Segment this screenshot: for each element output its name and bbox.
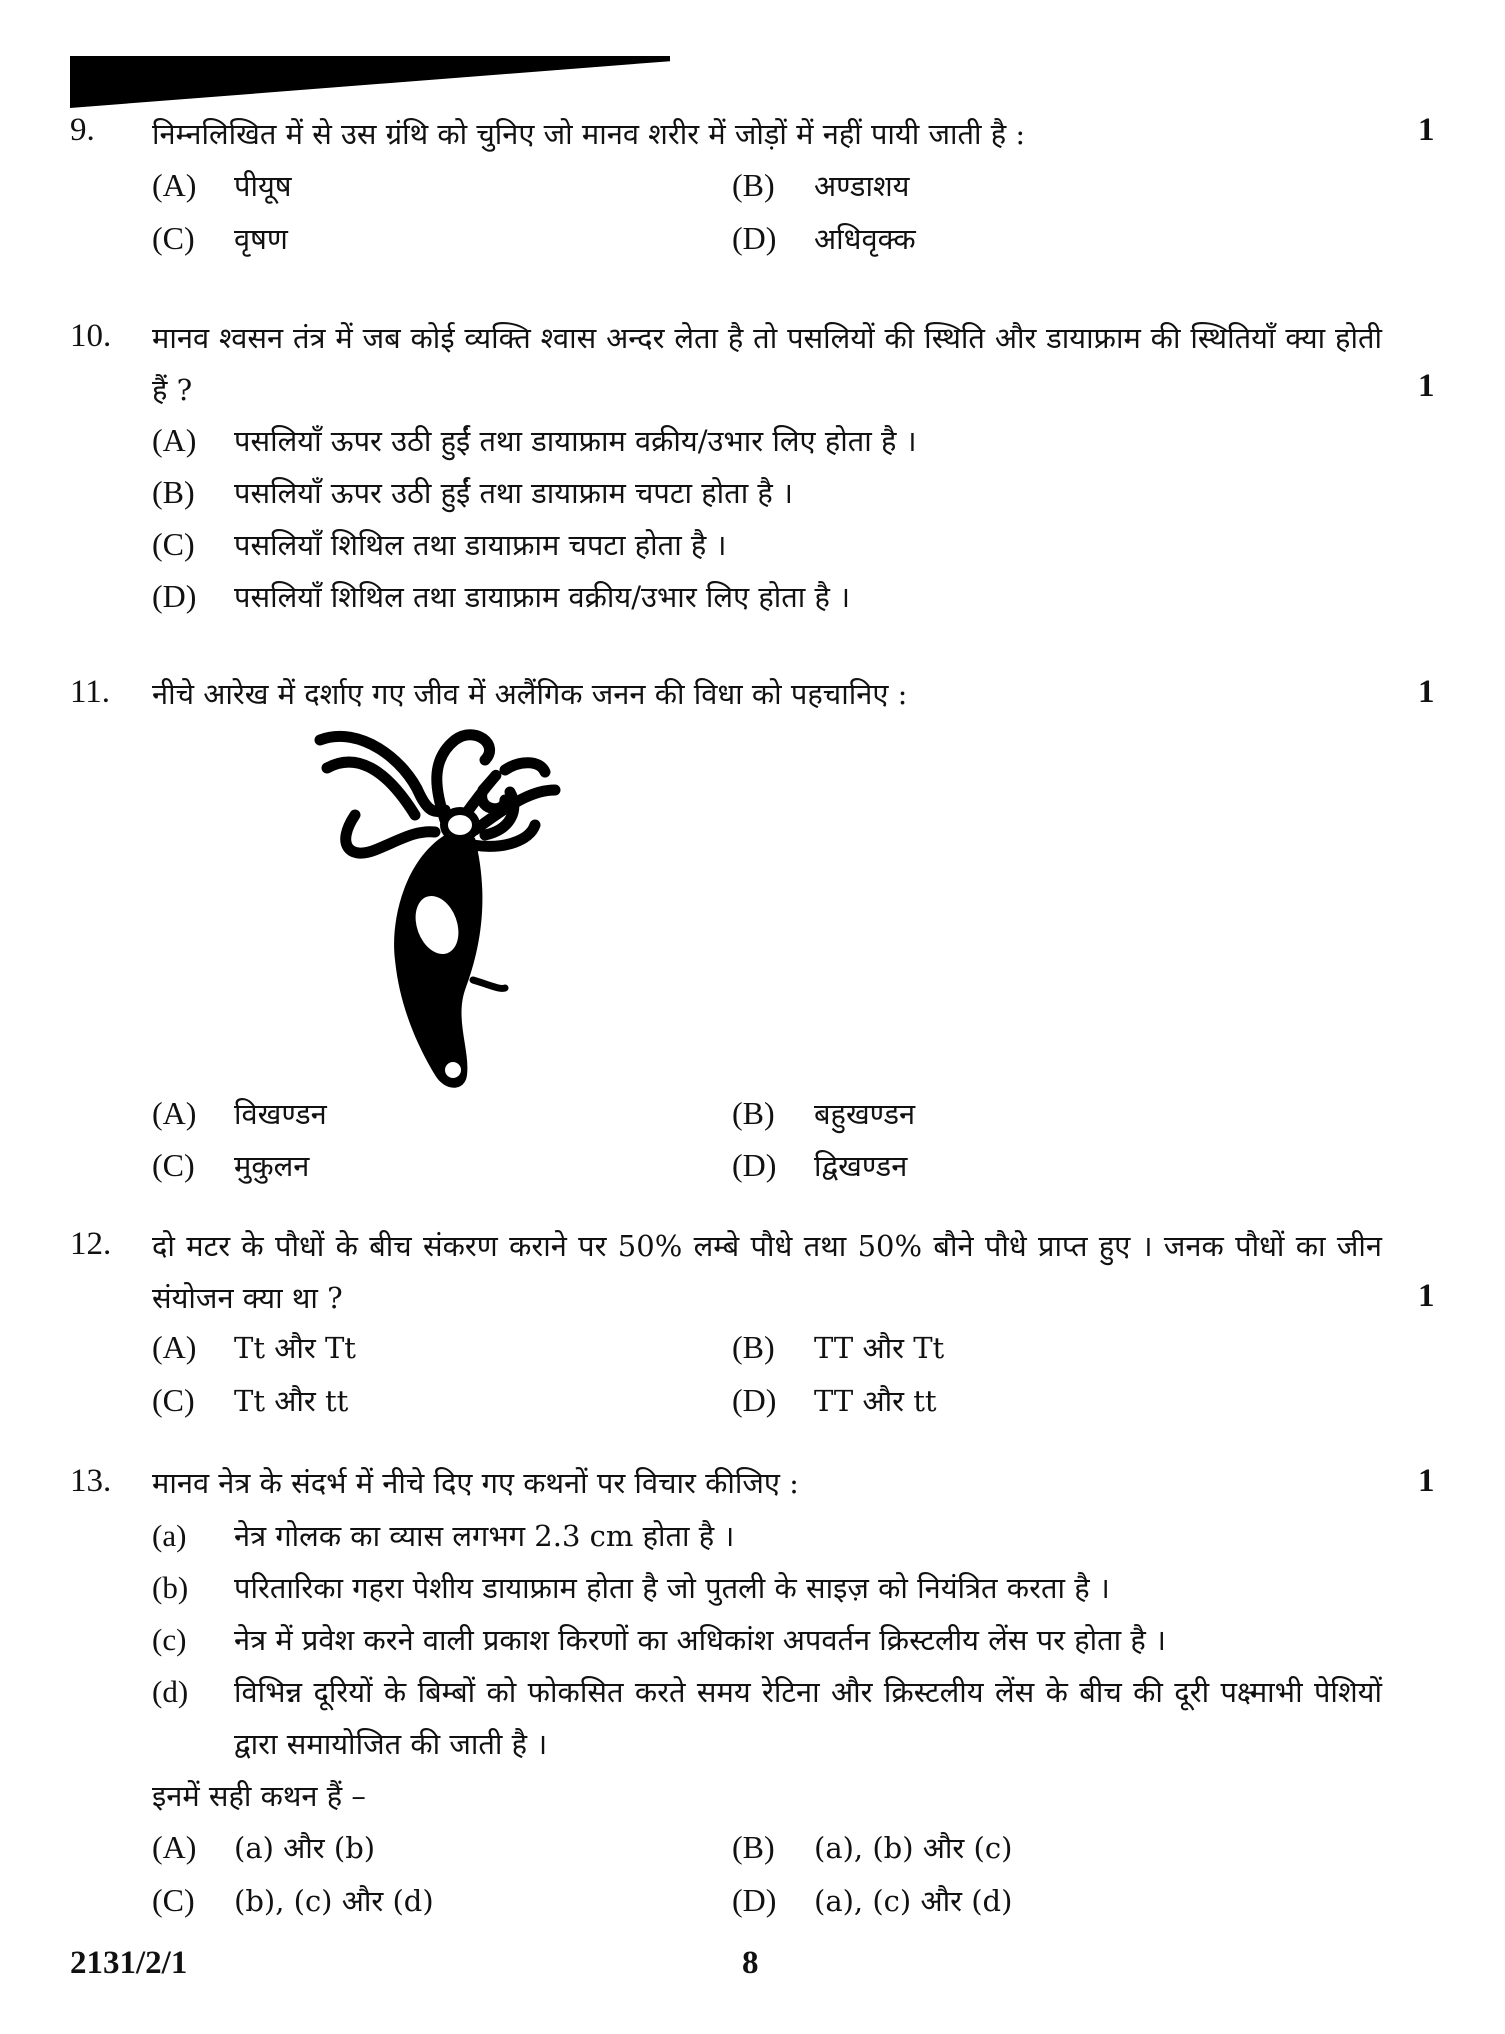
option-text: पसलियाँ शिथिल तथा डायाफ्राम वक्रीय/उभार लिए होता है । (234, 580, 851, 614)
statement-label: (c) (152, 1622, 187, 1657)
statement-label: (b) (152, 1570, 189, 1605)
option-text: (a) और (b) (234, 1831, 376, 1865)
marks: 1 (1418, 1463, 1435, 1499)
statement-c (152, 1614, 1382, 1666)
option-a (152, 165, 292, 206)
option-text: बहुखण्डन (814, 1097, 916, 1131)
option-label: (C) (152, 220, 195, 256)
option-text: अधिवृक्क (814, 222, 916, 256)
statement-prompt: इनमें सही कथन हैं – (152, 1779, 366, 1813)
question-text: मानव नेत्र के संदर्भ में नीचे दिए गए कथनों पर विचार कीजिए : (152, 1466, 799, 1500)
option-label: (A) (152, 1329, 197, 1365)
option-text: पसलियाँ ऊपर उठी हुईं तथा डायाफ्राम चपटा होता है । (234, 476, 794, 510)
statement-d (152, 1666, 1382, 1770)
question-number: 11. (70, 674, 111, 710)
header-black-bar (70, 56, 670, 108)
option-a (152, 1827, 375, 1868)
option-label: (A) (152, 1829, 197, 1865)
paper-code: 2131/2/1 (70, 1945, 188, 1981)
option-label: (B) (732, 1329, 775, 1365)
question-number: 13. (70, 1463, 112, 1499)
option-c (152, 1380, 348, 1421)
option-text: द्विखण्डन (814, 1149, 908, 1183)
option-label: (A) (152, 1095, 197, 1131)
option-text: पीयूष (234, 169, 292, 203)
option-label: (D) (732, 1147, 777, 1183)
statement-text: नेत्र में प्रवेश करने वाली प्रकाश किरणों का अधिकांश अपवर्तन क्रिस्टलीय लेंस पर होता है । (234, 1623, 1167, 1657)
option-a (152, 1093, 327, 1134)
option-text: वृषण (234, 222, 288, 256)
option-text: विखण्डन (234, 1097, 327, 1131)
option-text: (a), (b) और (c) (814, 1831, 1013, 1865)
option-d (152, 576, 850, 617)
option-d (732, 1380, 937, 1421)
option-text: TT और tt (814, 1384, 937, 1418)
question-text: मानव श्वसन तंत्र में जब कोई व्यक्ति श्वास अन्दर लेता है तो पसलियों की स्थिति और डायाफ्राम की स्थितियाँ क्या होती हैं ? (152, 321, 1382, 407)
option-d (732, 1880, 1012, 1921)
option-b (732, 1827, 1012, 1868)
option-label: (A) (152, 422, 197, 458)
option-label: (C) (152, 526, 195, 562)
option-label: (D) (732, 1382, 777, 1418)
statement-label: (a) (152, 1518, 187, 1553)
option-d (732, 1145, 907, 1186)
option-a (152, 1327, 356, 1368)
option-text: (b), (c) और (d) (234, 1884, 434, 1918)
option-b (732, 1093, 915, 1134)
option-text: मुकुलन (234, 1149, 310, 1183)
option-label: (C) (152, 1147, 195, 1183)
option-c (152, 524, 727, 565)
option-text: Tt और Tt (234, 1331, 356, 1365)
option-c (152, 1145, 309, 1186)
statement-a (152, 1510, 1382, 1562)
option-d (732, 218, 916, 259)
statement-text: नेत्र गोलक का व्यास लगभग 2.3 cm होता है । (234, 1519, 735, 1553)
question-text: नीचे आरेख में दर्शाए गए जीव में अलैंगिक जनन की विधा को पहचानिए : (152, 677, 908, 711)
option-text: (a), (c) और (d) (814, 1884, 1013, 1918)
option-a (152, 420, 917, 461)
option-label: (D) (732, 1882, 777, 1918)
option-c (152, 1880, 434, 1921)
option-b (732, 1327, 944, 1368)
statement-text: परितारिका गहरा पेशीय डायाफ्राम होता है जो पुतली के साइज़ को नियंत्रित करता है । (234, 1571, 1110, 1605)
option-label: (B) (152, 474, 195, 510)
option-text: TT और Tt (814, 1331, 945, 1365)
page-number: 8 (742, 1945, 759, 1981)
option-label: (C) (152, 1882, 195, 1918)
option-text: पसलियाँ शिथिल तथा डायाफ्राम चपटा होता है । (234, 528, 727, 562)
statement-b (152, 1562, 1382, 1614)
option-label: (B) (732, 1095, 775, 1131)
option-label: (A) (152, 167, 197, 203)
option-label: (C) (152, 1382, 195, 1418)
statement-label: (d) (152, 1674, 189, 1709)
option-b (732, 165, 910, 206)
option-label: (B) (732, 1829, 775, 1865)
question-text: दो मटर के पौधों के बीच संकरण कराने पर 50% लम्बे पौधे तथा 50% बौने पौधे प्राप्त हुए । जनक पौधों का जीन संयोजन क्या था ? (152, 1229, 1382, 1315)
hydra-diagram (305, 720, 605, 1100)
marks: 1 (1418, 368, 1435, 404)
question-number: 12. (70, 1226, 112, 1262)
marks: 1 (1418, 1278, 1435, 1314)
question-text: निम्नलिखित में से उस ग्रंथि को चुनिए जो मानव शरीर में जोड़ों में नहीं पायी जाती है : (152, 117, 1026, 151)
option-b (152, 472, 793, 513)
option-label: (D) (152, 578, 197, 614)
option-text: Tt और tt (234, 1384, 349, 1418)
question-number: 10. (70, 318, 112, 354)
marks: 1 (1418, 674, 1435, 710)
question-number: 9. (70, 112, 95, 148)
option-c (152, 218, 288, 259)
option-label: (B) (732, 167, 775, 203)
option-text: अण्डाशय (814, 169, 910, 203)
option-label: (D) (732, 220, 777, 256)
option-text: पसलियाँ ऊपर उठी हुईं तथा डायाफ्राम वक्रीय/उभार लिए होता है । (234, 424, 917, 458)
statement-text: विभिन्न दूरियों के बिम्बों को फोकसित करते समय रेटिना और क्रिस्टलीय लेंस के बीच की दूरी पक्ष्माभी पेशियों द्वारा समायोजित की जाती है । (234, 1675, 1382, 1761)
marks: 1 (1418, 112, 1435, 148)
